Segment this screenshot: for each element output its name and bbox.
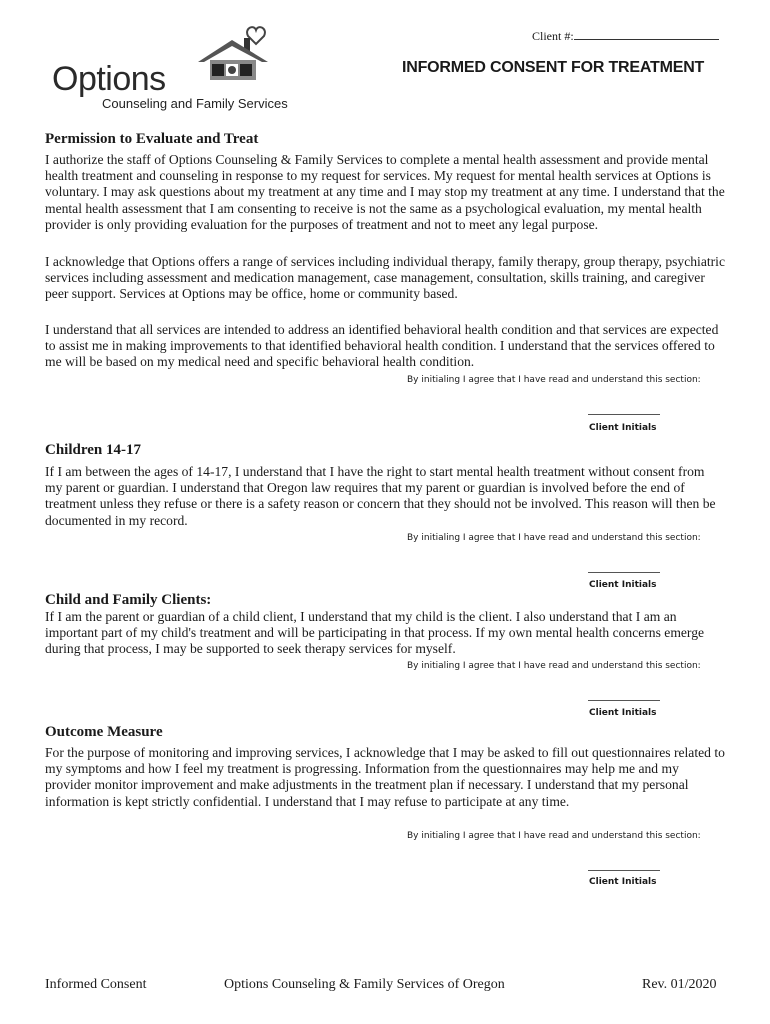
initials-input-line[interactable] (588, 572, 660, 573)
initials-label: Client Initials (589, 708, 657, 718)
section-paragraph: I authorize the staff of Options Counseling & Family Services to complete a mental health assessment and provide mental health treatment and counseling in response to my request for services. My request for mental health services at Options is voluntary. I may ask questions about my treatment at any time and I may stop my treatment at any time. I understand that the mental health assessment that I am consenting to receive is not the same as a psychological evaluation, my mental health provider is only providing evaluation for the purposes of treatment and not to meet any legal purpose. (45, 152, 725, 232)
client-number-field[interactable] (532, 29, 719, 44)
initials-input-line[interactable] (588, 700, 660, 701)
logo-subtitle: Counseling and Family Services (102, 96, 288, 111)
section-paragraph: I understand that all services are intended to address an identified behavioral health condition and that services are expected to assist me in making improvements to that identified behavioral health condition. I understand that the services offered to me will be based on my medical need and specific behavioral health condition. (45, 322, 719, 370)
client-number-label: Client #: (532, 29, 574, 43)
initials-input-line[interactable] (588, 870, 660, 871)
section-heading: Outcome Measure (45, 724, 163, 740)
footer-center: Options Counseling & Family Services of Oregon (224, 977, 505, 992)
document-title: INFORMED CONSENT FOR TREATMENT (402, 59, 705, 76)
house-puzzle-icon (192, 22, 272, 82)
section-heading: Child and Family Clients: (45, 592, 212, 608)
options-logo (52, 22, 302, 114)
section-heading: Permission to Evaluate and Treat (45, 131, 259, 147)
initials-input-line[interactable] (588, 414, 660, 415)
section-paragraph: For the purpose of monitoring and improving services, I acknowledge that I may be asked to fill out questionnaires related to my symptoms and how I feel my treatment is progressing. Information from the questionnaires may help me and my provider monitor improvement and make adjustments in the treatment plan if necessary. I understand that my personal information is kept strictly confidential. I understand that I may refuse to participate at any time. (45, 745, 725, 809)
section-paragraph: If I am the parent or guardian of a child client, I understand that my child is the client. I also understand that I am an important part of my child's treatment and will be participating in that process. If my own mental health concerns emerge during that process, I may be supported to seek therapy services for myself. (45, 609, 705, 657)
section-heading: Children 14-17 (45, 442, 141, 458)
client-number-line[interactable] (574, 29, 719, 40)
section-paragraph: I acknowledge that Options offers a range of services including individual therapy, family therapy, group therapy, psychiatric services including assessment and medication management, case management, consultation, skills training, and caregiver peer support. Services at Options may be office, home or community based. (45, 254, 725, 302)
footer-left: Informed Consent (45, 977, 147, 992)
initials-label: Client Initials (589, 580, 657, 590)
initial-statement: By initialing I agree that I have read and understand this section: (407, 661, 701, 671)
footer-right: Rev. 01/2020 (642, 977, 717, 992)
initial-statement: By initialing I agree that I have read and understand this section: (407, 375, 701, 385)
section-paragraph: If I am between the ages of 14-17, I understand that I have the right to start mental health treatment without consent from my parent or guardian. I understand that Oregon law requires that my parent or guardian is involved before the end of treatment unless they refuse or there is a safety reason or concern that they should not be involved. This reason will then be documented in my record. (45, 464, 716, 528)
initials-label: Client Initials (589, 423, 657, 433)
initial-statement: By initialing I agree that I have read and understand this section: (407, 831, 701, 841)
initials-label: Client Initials (589, 877, 657, 887)
initial-statement: By initialing I agree that I have read and understand this section: (407, 533, 701, 543)
logo-word: Options (52, 60, 166, 98)
